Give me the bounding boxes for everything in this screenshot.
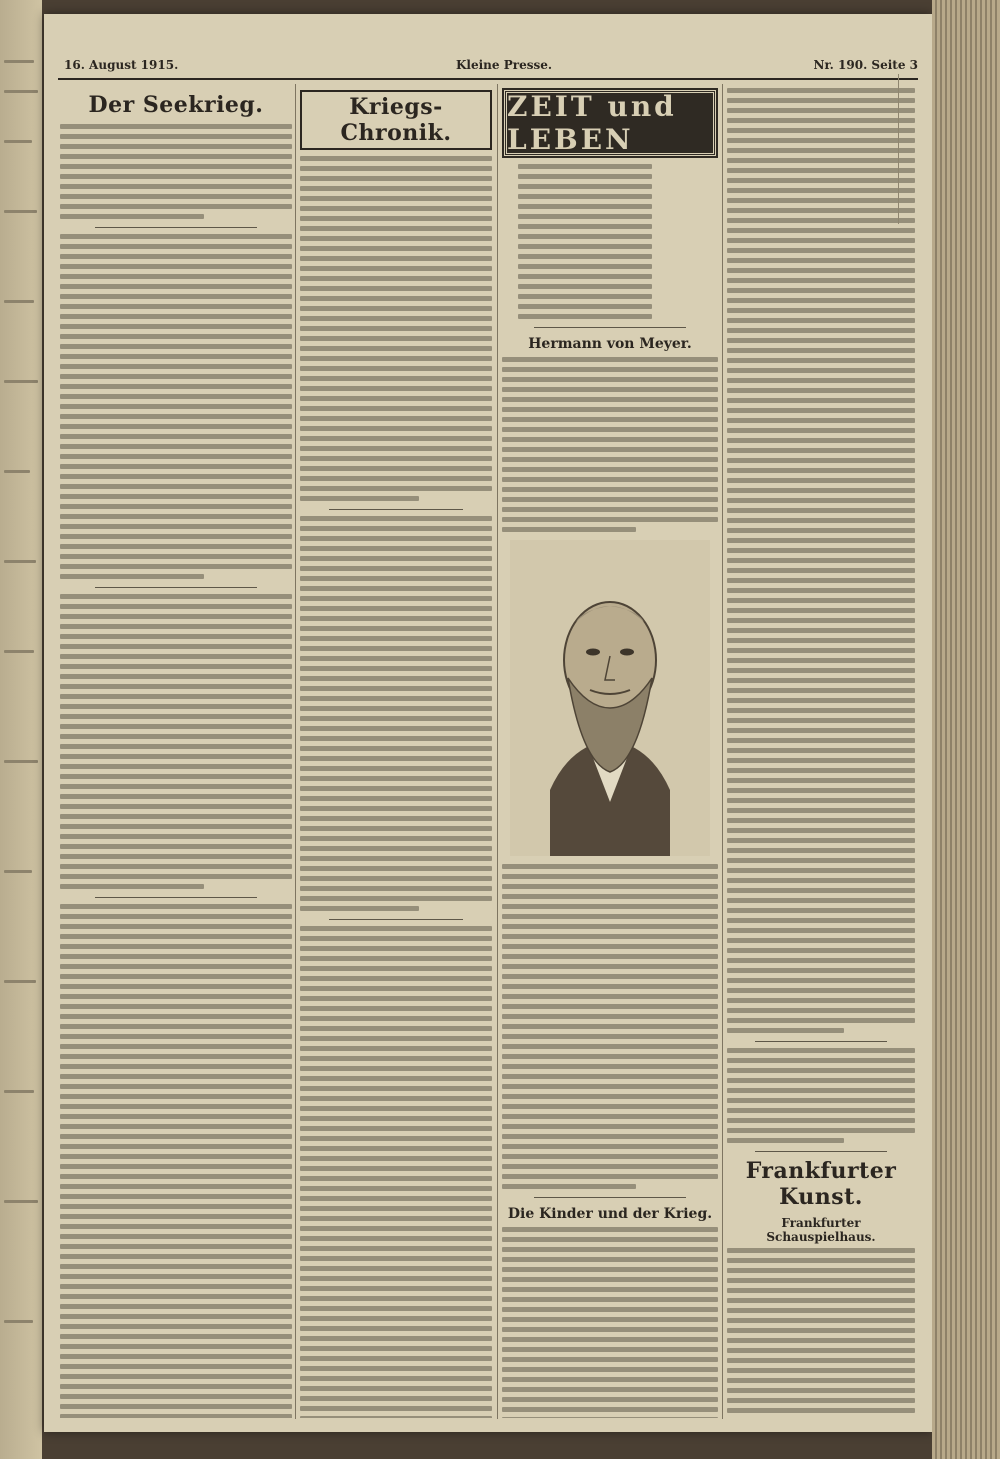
header-issue-number: Nr. 190. Seite 3 (813, 58, 918, 72)
article-text-block (502, 1227, 718, 1418)
article-text-block (60, 234, 292, 579)
section-title-frankfurter-kunst: Frankfurter Kunst. (745, 1158, 897, 1210)
margin-mark (898, 74, 911, 224)
article-separator (755, 1041, 887, 1042)
column-rule (722, 84, 723, 1419)
section-subtitle-schauspielhaus: Frankfurter Schauspielhaus. (766, 1216, 876, 1244)
header-date: 16. August 1915. (64, 58, 179, 72)
previous-page-edge (0, 0, 42, 1459)
article-text-block (727, 1048, 915, 1143)
zeit-und-leben-masthead: ZEIT und LEBEN (504, 90, 716, 156)
article-text-block (60, 124, 292, 219)
header-rule (58, 78, 918, 80)
column-right (727, 88, 915, 1418)
article-separator (95, 587, 257, 588)
article-text-block (300, 516, 492, 911)
article-title-kinder-und-krieg: Die Kinder und der Krieg. (507, 1206, 713, 1222)
column-zeit-und-leben (502, 88, 718, 1418)
article-separator (329, 919, 463, 920)
article-text-block (502, 357, 718, 532)
article-text-block (502, 864, 718, 1189)
article-text-block (60, 904, 292, 1418)
article-text-block (300, 156, 492, 501)
portrait-illustration (510, 540, 710, 856)
article-text-block (727, 88, 915, 1033)
section-title-kriegs-chronik: Kriegs-Chronik. (300, 90, 492, 150)
article-separator (329, 509, 463, 510)
section-title-seekrieg: Der Seekrieg. (88, 92, 264, 118)
poem-text-block (502, 164, 718, 319)
newspaper-page (44, 14, 932, 1432)
article-separator (534, 327, 685, 328)
header-paper-name: Kleine Presse. (456, 58, 553, 72)
page-header (58, 58, 918, 74)
article-separator (534, 1197, 685, 1198)
book-page-edges (932, 0, 1000, 1459)
article-title-hermann-von-meyer: Hermann von Meyer. (528, 336, 692, 352)
article-text-block (60, 594, 292, 889)
article-separator (95, 227, 257, 228)
article-text-block (727, 1248, 915, 1418)
article-text-block (300, 926, 492, 1418)
column-rule (295, 84, 296, 1419)
column-rule (497, 84, 498, 1419)
article-separator (95, 897, 257, 898)
column-kriegs-chronik (300, 88, 492, 1418)
column-seekrieg (60, 88, 292, 1418)
article-separator (755, 1151, 887, 1152)
